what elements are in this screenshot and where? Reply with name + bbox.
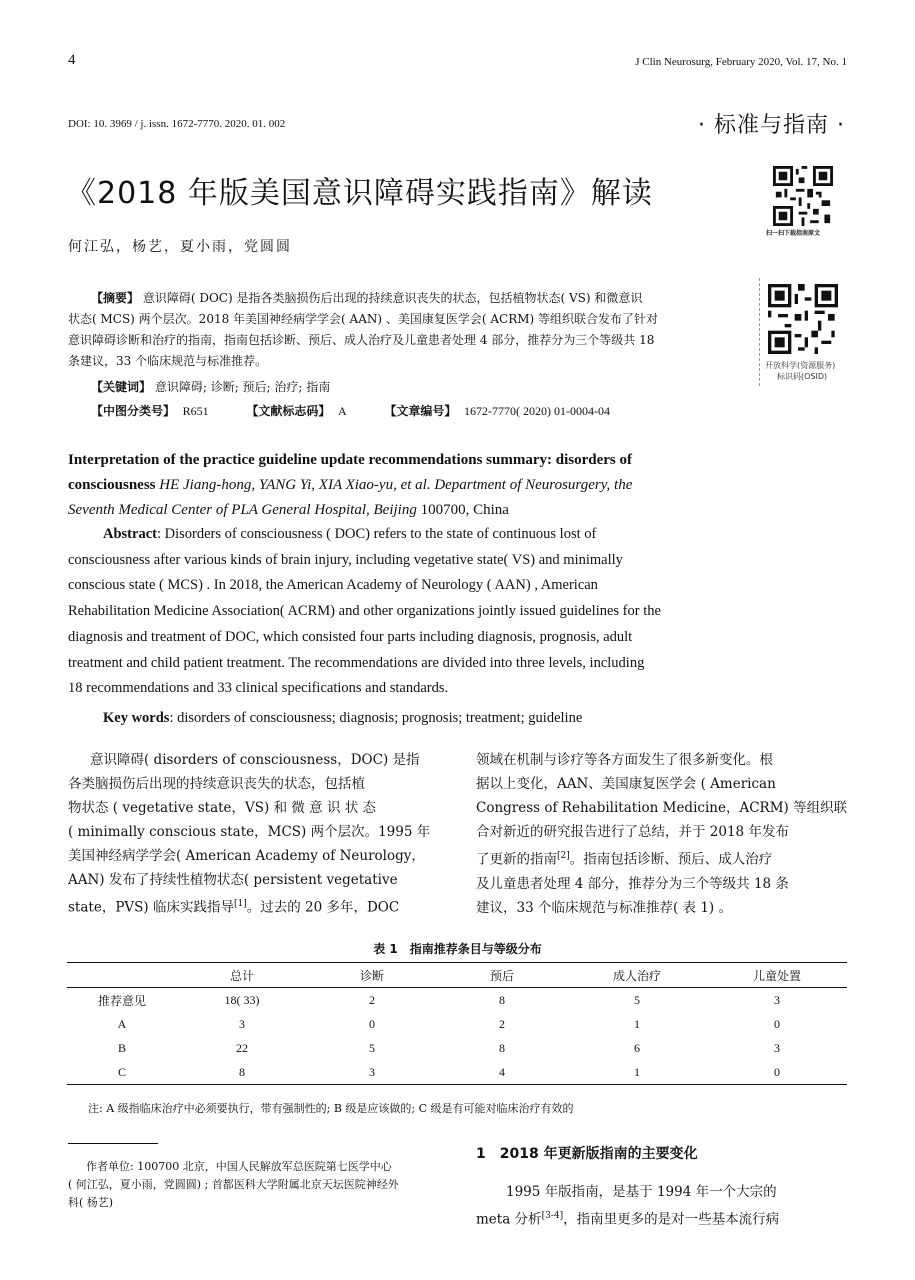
body-line: AAN) 发布了持续性植物状态( persistent vegetative — [68, 872, 398, 888]
abstract-cn-line: 状态( MCS) 两个层次。2018 年美国神经病学学会( AAN) 、美国康复医学会( ACRM) 等组织联合发布了针对 — [68, 312, 659, 326]
body-line: state，PVS) 临床实践指导 — [68, 899, 234, 916]
footnote-divider — [68, 1143, 158, 1144]
english-abstract-line: treatment and child patient treatment. The recommendations are divided into three levels, including — [68, 654, 645, 671]
journal-info: J Clin Neurosurg, February 2020, Vol. 17, No. 1 — [635, 56, 847, 68]
body-line: 物状态 ( vegetative state，VS) 和 微 意 识 状 态 — [68, 800, 377, 816]
english-title-bold: consciousness — [68, 477, 156, 493]
english-abstract-line: : Disorders of consciousness ( DOC) refers to the state of continuous lost of — [156, 526, 597, 542]
osid-caption-1: 开放科学(资源服务) — [765, 361, 836, 370]
table-cell: 5 — [369, 1040, 375, 1055]
english-title-line: Interpretation of the practice guideline update recommendations summary: disorders of — [68, 452, 632, 468]
section-heading: 1 2018 年更新版指南的主要变化 — [476, 1146, 698, 1162]
english-affiliation: Seventh Medical Center of PLA General Hospital, Beijing — [68, 502, 417, 518]
citation-ref[interactable]: [3-4] — [541, 1211, 564, 1221]
abstract-cn — [91, 288, 751, 309]
english-abstract — [68, 522, 848, 732]
abstract-cn-label: 【摘要】 — [91, 291, 140, 305]
section-line: meta 分析 — [476, 1211, 542, 1228]
english-title-block — [68, 448, 848, 523]
abstract-cn-line: 条建议，33 个临床规范与标准推荐。 — [68, 354, 268, 368]
doi: DOI: 10. 3969 / j. issn. 1672-7770. 2020. 01. 002 — [68, 118, 286, 130]
section-line: 1995 年版指南，是基于 1994 年一个大宗的 — [506, 1184, 777, 1200]
abstract-cn-line: 意识障碍诊断和治疗的指南，指南包括诊断、预后、成人治疗及儿童患者处理 4 部分，推荐分为三个等级共 18 — [68, 333, 655, 347]
body-line: 。指南包括诊断、预后、成人治疗 — [569, 851, 773, 868]
citation-ref[interactable]: [1] — [233, 899, 247, 909]
section-line: ，指南里更多的是对一些基本流行病 — [563, 1211, 780, 1228]
table-cell: 3 — [774, 992, 780, 1007]
table-cell: 推荐意见 — [97, 993, 146, 1008]
table-row — [67, 1036, 847, 1060]
article-no-label: 【文章编号】 — [384, 404, 457, 418]
abstract-cn-line: 意识障碍( DOC) 是指各类脑损伤后出现的持续意识丧失的状态，包括植物状态( VS) 和微意识 — [142, 291, 643, 305]
table-cell: C — [67, 1060, 177, 1085]
table-note: 注: A 级指临床治疗中必须要执行，带有强制性的; B 级是应该做的; C 级是有可能对临床治疗有效的 — [88, 1102, 574, 1115]
english-affiliation-zip: 100700, China — [416, 502, 509, 518]
english-authors: HE Jiang-hong, YANG Yi, XIA Xiao-yu, et al. Department of Neurosurgery, the — [155, 477, 633, 493]
article-no-value: 1672-7770( 2020) 01-0004-04 — [463, 404, 610, 418]
table-cell: 3 — [239, 1016, 245, 1031]
english-abstract-line: 18 recommendations and 33 clinical specifications and standards. — [68, 680, 449, 697]
table-cell: 22 — [236, 1040, 248, 1055]
table-cell: 1 — [567, 1060, 707, 1085]
table-cell: 2 — [369, 992, 375, 1007]
table-row — [67, 1060, 847, 1085]
section-body — [476, 1180, 848, 1232]
table-caption: 表 1 指南推荐条目与等级分布 — [373, 942, 542, 956]
footnote-line: ( 何江弘，夏小雨，党圆圆) ; 首都医科大学附属北京天坛医院神经外 — [68, 1178, 399, 1191]
footnote — [68, 1158, 448, 1212]
table-cell: B — [117, 1040, 126, 1055]
body-line: 意识障碍( disorders of consciousness，DOC) 是指 — [90, 752, 420, 768]
authors: 何江弘，杨艺，夏小雨，党圆圆 — [68, 239, 292, 255]
keywords-cn — [91, 378, 330, 395]
table-cell: 8 — [499, 992, 505, 1007]
table-header-cell: 诊断 — [307, 963, 437, 988]
body-line: 。过去的 20 多年，DOC — [246, 899, 400, 916]
body-line: 各类脑损伤后出现的持续意识丧失的状态，包括植 — [68, 776, 365, 792]
classification-row — [91, 402, 610, 419]
body-line: 美国神经病学学会( American Academy of Neurology， — [68, 848, 425, 864]
body-line: 及儿童患者处理 4 部分，推荐分为三个等级共 18 条 — [476, 875, 789, 892]
table-cell: 0 — [774, 1016, 780, 1031]
english-abstract-label: Abstract — [103, 526, 157, 542]
keywords-cn-label: 【关键词】 — [91, 380, 152, 394]
citation-ref[interactable]: [2] — [557, 851, 570, 861]
table-header-row — [67, 963, 847, 988]
page-number: 4 — [68, 52, 76, 68]
table-cell: 18( 33) — [224, 992, 260, 1007]
clc-label: 【中图分类号】 — [91, 404, 176, 418]
osid-caption-2: 标识码(OSID) — [777, 372, 828, 381]
qr-caption: 扫一扫下载指南原文 — [766, 230, 821, 237]
table-header-cell: 儿童处置 — [707, 963, 847, 988]
body-line: ( minimally conscious state，MCS) 两个层次。1995 年 — [68, 824, 431, 840]
english-abstract-line: conscious state ( MCS) . In 2018, the American Academy of Neurology ( AAN) , American — [68, 577, 598, 594]
table-header-cell: 成人治疗 — [567, 963, 707, 988]
footnote-line: 作者单位: 100700 北京，中国人民解放军总医院第七医学中心 — [86, 1160, 392, 1173]
osid-qr-code[interactable] — [768, 284, 838, 354]
table-header-cell: 预后 — [437, 963, 567, 988]
keywords-cn-text: 意识障碍; 诊断; 预后; 治疗; 指南 — [154, 380, 331, 394]
body-right-column — [476, 748, 848, 920]
recommendation-table — [67, 962, 847, 1085]
download-qr-code[interactable] — [773, 166, 833, 226]
table-cell: 0 — [707, 1060, 847, 1085]
column-label: · 标准与指南 · — [698, 113, 845, 138]
english-keywords-label: Key words — [103, 709, 170, 726]
english-abstract-line: Rehabilitation Medicine Association( ACRM) and other organizations jointly issued guidelines for the — [68, 603, 661, 620]
table-cell: 4 — [437, 1060, 567, 1085]
table-cell: 0 — [369, 1016, 375, 1031]
article-title: 《2018 年版美国意识障碍实践指南》解读 — [66, 176, 653, 211]
table-cell: 1 — [634, 1016, 640, 1031]
body-line: 了更新的指南 — [476, 851, 557, 868]
table-header-cell: 总计 — [177, 963, 307, 988]
english-abstract-line: diagnosis and treatment of DOC, which consisted four parts including diagnosis, prognosis, adult — [68, 628, 633, 645]
clc-value: R651 — [182, 404, 209, 418]
body-line: 据以上变化，AAN、美国康复医学会 ( American — [476, 776, 776, 792]
english-keywords: : disorders of consciousness; diagnosis; prognosis; treatment; guideline — [169, 709, 583, 726]
table-row — [67, 988, 847, 1013]
abstract-cn-body — [68, 309, 658, 372]
doc-code-value: A — [337, 404, 347, 418]
english-abstract-line: consciousness after various kinds of brain injury, including vegetative state( VS) and minimally — [68, 551, 623, 568]
table-cell: 2 — [499, 1016, 505, 1031]
table-row — [67, 1012, 847, 1036]
body-line: 合对新近的研究报告进行了总结，并于 2018 年发布 — [476, 824, 789, 840]
table-cell: A — [117, 1016, 127, 1031]
table-cell: 8 — [499, 1040, 505, 1055]
table-cell: 6 — [634, 1040, 640, 1055]
table-cell: 8 — [177, 1060, 307, 1085]
doc-code-label: 【文献标志码】 — [246, 404, 331, 418]
table-cell: 3 — [774, 1040, 780, 1055]
body-line: 建议，33 个临床规范与标准推荐( 表 1) 。 — [476, 899, 732, 916]
table-cell: 5 — [634, 992, 640, 1007]
body-line: 领域在机制与诊疗等各方面发生了很多新变化。根 — [476, 752, 773, 768]
table-cell: 3 — [307, 1060, 437, 1085]
table-header-cell — [67, 963, 177, 988]
footnote-line: 科( 杨艺) — [68, 1196, 114, 1209]
body-line: Congress of Rehabilitation Medicine，ACRM) 等组织联 — [476, 800, 848, 816]
body-left-column — [68, 748, 438, 920]
